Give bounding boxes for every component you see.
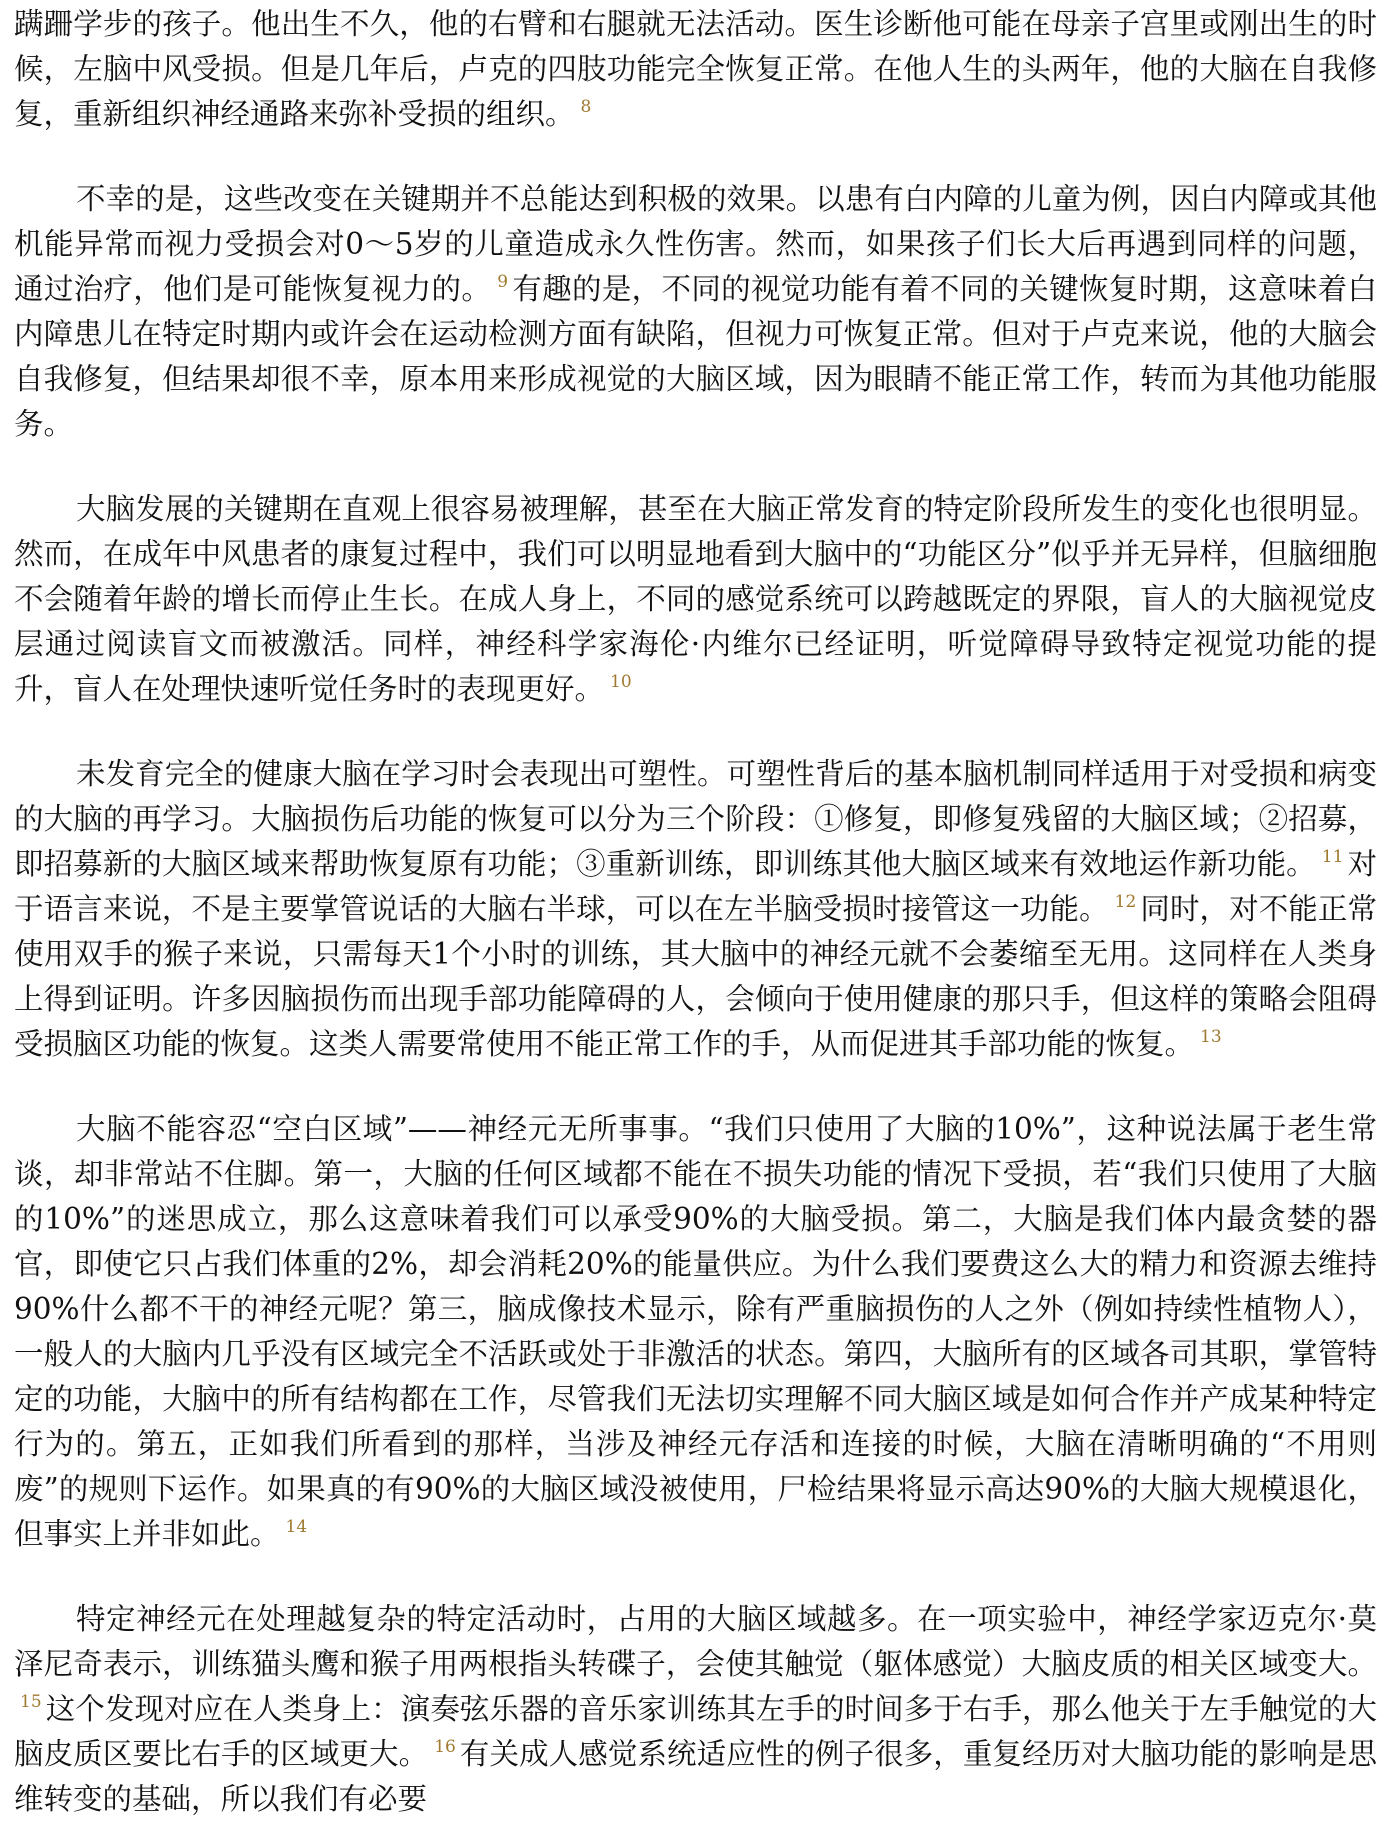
- paragraph-text: 大脑发展的关键期在直观上很容易被理解，甚至在大脑正常发育的特定阶段所发生的变化也很明显。然而，在成年中风患者的康复过程中，我们可以明显地看到大脑中的“功能区分”似乎并无异样，但脑细胞不会随着年龄的增长而停止生长。在成人身上，不同的感觉系统可以跨越既定的界限，盲人的大脑视觉皮层通过阅读盲文而被激活。同样，神经科学家海伦·内维尔已经证明，听觉障碍导致特定视觉功能的提升，盲人在处理快速听觉任务时的表现更好。: [14, 492, 1377, 706]
- footnote-ref-8[interactable]: 8: [580, 97, 592, 117]
- footnote-ref-13[interactable]: 13: [1200, 1027, 1222, 1047]
- paragraph-4: [14, 752, 1377, 1067]
- footnote-ref-9[interactable]: 9: [497, 272, 509, 292]
- footnote-ref-12[interactable]: 12: [1114, 892, 1137, 912]
- paragraph-6: [14, 1597, 1377, 1822]
- footnote-ref-15[interactable]: 15: [20, 1692, 42, 1712]
- paragraph-3: [14, 487, 1377, 712]
- footnote-ref-11[interactable]: 11: [1321, 847, 1344, 867]
- footnote-ref-10[interactable]: 10: [610, 672, 632, 692]
- footnote-ref-16[interactable]: 16: [434, 1737, 456, 1757]
- paragraph-text: 特定神经元在处理越复杂的特定活动时，占用的大脑区域越多。在一项实验中，神经学家迈克尔·莫泽尼奇表示，训练猫头鹰和猴子用两根指头转碟子，会使其触觉（躯体感觉）大脑皮质的相关区域变大。: [14, 1602, 1377, 1681]
- paragraph-2: [14, 177, 1377, 447]
- paragraph-5: [14, 1107, 1377, 1557]
- paragraph-text: 对于语言来说，不是主要掌管说话的大脑右半球，可以在左半脑受损时接管这一功能。: [14, 847, 1377, 926]
- paragraph-text: 有趣的是，不同的视觉功能有着不同的关键恢复时期，这意味着白内障患儿在特定时期内或许会在运动检测方面有缺陷，但视力可恢复正常。但对于卢克来说，他的大脑会自我修复，但结果却很不幸，原本用来形成视觉的大脑区域，因为眼睛不能正常工作，转而为其他功能服务。: [14, 272, 1377, 441]
- paragraph-text: 大脑不能容忍“空白区域”——神经元无所事事。“我们只使用了大脑的10%”，这种说法属于老生常谈，却非常站不住脚。第一，大脑的任何区域都不能在不损失功能的情况下受损，若“我们只使用了大脑的10%”的迷思成立，那么这意味着我们可以承受90%的大脑受损。第二，大脑是我们体内最贪婪的器官，即使它只占我们体重的2%，却会消耗20%的能量供应。为什么我们要费这么大的精力和资源去维持90%什么都不干的神经元呢？第三，脑成像技术显示，除有严重脑损伤的人之外（例如持续性植物人），一般人的大脑内几乎没有区域完全不活跃或处于非激活的状态。第四，大脑所有的区域各司其职，掌管特定的功能，大脑中的所有结构都在工作，尽管我们无法切实理解不同大脑区域是如何合作并产成某种特定行为的。第五，正如我们所看到的那样，当涉及神经元存活和连接的时候，大脑在清晰明确的“不用则废”的规则下运作。如果真的有90%的大脑区域没被使用，尸检结果将显示高达90%的大脑大规模退化，但事实上并非如此。: [14, 1112, 1377, 1551]
- paragraph-1: [14, 2, 1377, 137]
- paragraph-text: 蹒跚学步的孩子。他出生不久，他的右臂和右腿就无法活动。医生诊断他可能在母亲子宫里或刚出生的时候，左脑中风受损。但是几年后，卢克的四肢功能完全恢复正常。在他人生的头两年，他的大脑在自我修复，重新组织神经通路来弥补受损的组织。: [14, 7, 1377, 131]
- paragraph-text: 未发育完全的健康大脑在学习时会表现出可塑性。可塑性背后的基本脑机制同样适用于对受损和病变的大脑的再学习。大脑损伤后功能的恢复可以分为三个阶段：①修复，即修复残留的大脑区域；②招募，即招募新的大脑区域来帮助恢复原有功能；③重新训练，即训练其他大脑区域来有效地运作新功能。: [14, 757, 1377, 881]
- paragraph-text: 这个发现对应在人类身上：演奏弦乐器的音乐家训练其左手的时间多于右手，那么他关于左手触觉的大脑皮质区要比右手的区域更大。: [14, 1692, 1377, 1771]
- paragraph-text: 有关成人感觉系统适应性的例子很多，重复经历对大脑功能的影响是思维转变的基础，所以我们有必要: [14, 1737, 1377, 1816]
- footnote-ref-14[interactable]: 14: [285, 1517, 308, 1537]
- paragraph-text: 同时，对不能正常使用双手的猴子来说，只需每天1个小时的训练，其大脑中的神经元就不会萎缩至无用。这同样在人类身上得到证明。许多因脑损伤而出现手部功能障碍的人，会倾向于使用健康的那只手，但这样的策略会阻碍受损脑区功能的恢复。这类人需要常使用不能正常工作的手，从而促进其手部功能的恢复。: [14, 892, 1377, 1061]
- paragraph-text: 不幸的是，这些改变在关键期并不总能达到积极的效果。以患有白内障的儿童为例，因白内障或其他机能异常而视力受损会对0～5岁的儿童造成永久性伤害。然而，如果孩子们长大后再遇到同样的问题，通过治疗，他们是可能恢复视力的。: [14, 182, 1377, 306]
